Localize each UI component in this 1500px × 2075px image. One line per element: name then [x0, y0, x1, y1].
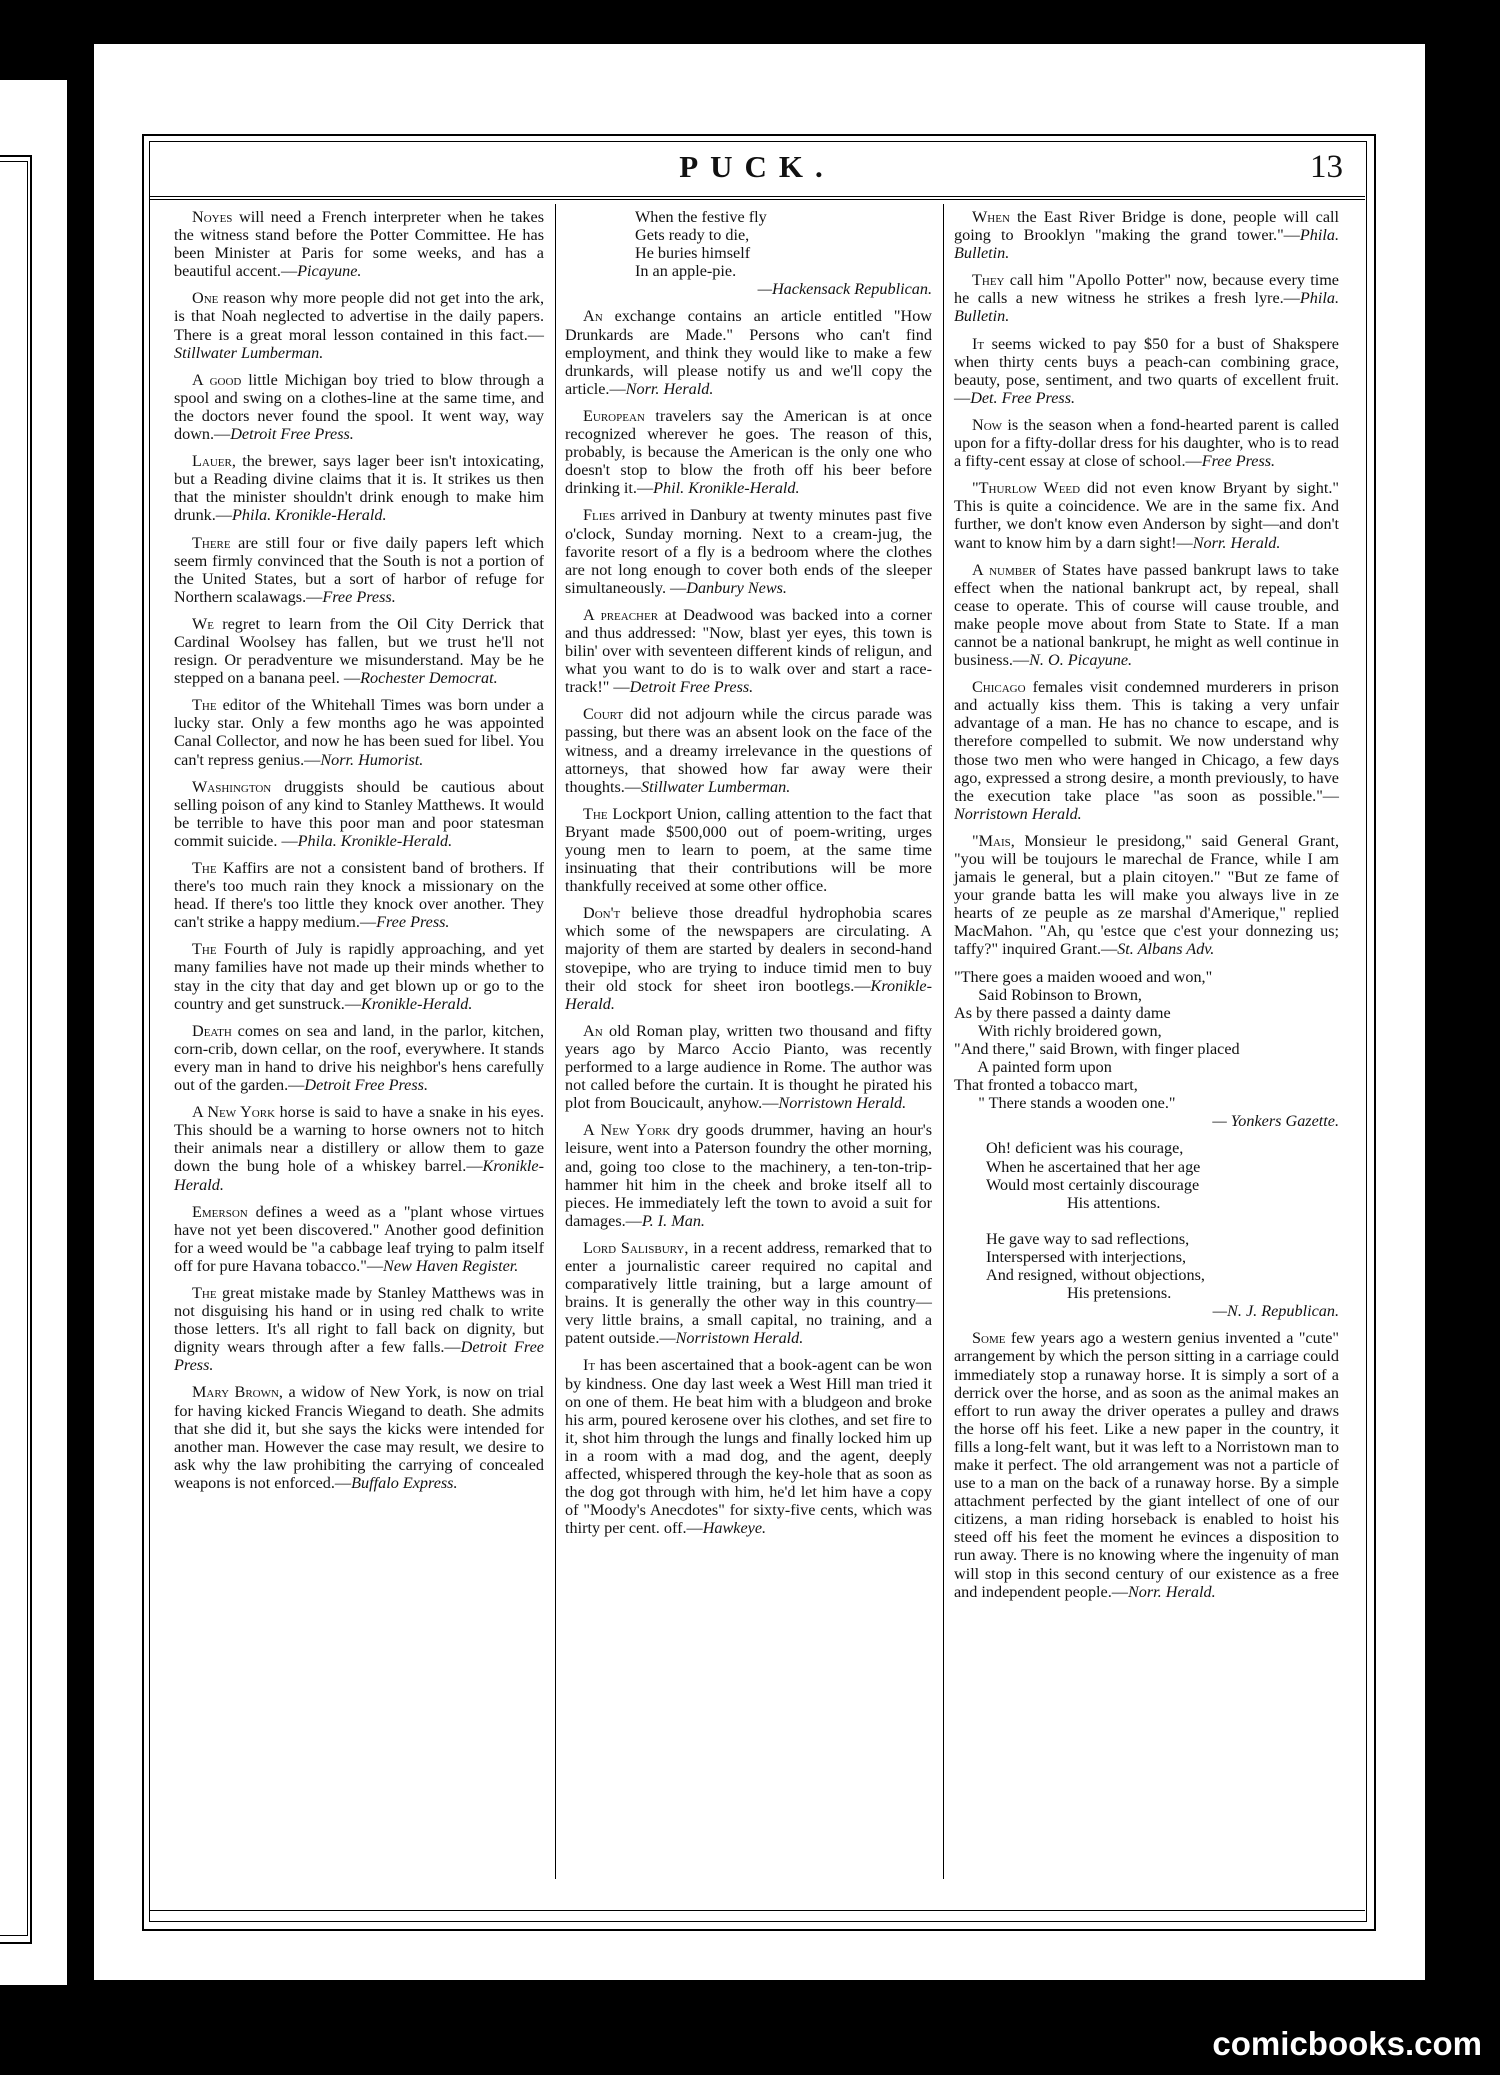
item-text: exchange contains an article entitled "How Drunkards are Made." Persons who can't find employment, and think they would like to make a few drunkards, will please notify us and we'll copy the article.— — [565, 307, 932, 398]
column-2 — [565, 208, 932, 1546]
item-source: Phil. Kronikle-Herald. — [653, 479, 800, 498]
item-text: reason why more people did not get into the ark, is that Noah neglected to advertise in the daily papers. There is a great moral lesson contained in this fact.— — [174, 289, 544, 344]
item-source: Det. Free Press. — [970, 388, 1076, 407]
news-item — [565, 506, 932, 596]
item-source: Norr. Herald. — [625, 379, 714, 398]
news-item — [954, 678, 1339, 823]
item-source: Phila. Bulletin. — [954, 289, 1339, 326]
item-source: Stillwater Lumberman. — [641, 777, 791, 796]
item-text: believe those dreadful hydrophobia scares which some of the newspapers are circulating. A majority of them are started by dealers in second-hand stovepipe, who are trying to induce timid men to buy their old stock for sheet iron bootlegs.— — [565, 904, 932, 995]
item-lead-words: Death — [192, 1021, 232, 1040]
item-lead-words: Chicago — [972, 678, 1026, 697]
item-source: Detroit Free Press. — [174, 1338, 544, 1375]
item-text: of States have passed bankrupt laws to take effect when the national bankrupt act, by repeal, shall cease to operate. This of course will cause trouble, and make people move about from State to State. If a man cannot be a national bankrupt, he might as well continue in business.— — [954, 560, 1339, 670]
verse-line: Interspersed with interjections, — [986, 1247, 1187, 1266]
item-source: Picayune. — [297, 262, 362, 281]
item-lead-words: Emerson — [192, 1202, 248, 1221]
item-text: Monsieur le presidong," said General Grant, "you will be toujours le marechal de France, while I am jamais le general, but a plain citoyen." "But ze fame of your grande batta les will make you always live in ze hearts of ze peuple as ze marshal d'Amerique," replied MacMahon. "Ah, qu 'estce que c'est your donnezing us; taffy?" inquired Grant.— — [954, 831, 1339, 959]
adjacent-page-inner-border — [0, 161, 28, 1936]
verse-line: He gave way to sad reflections, — [986, 1229, 1190, 1248]
verse-source: —N. J. Republican. — [1212, 1302, 1339, 1321]
page-number: 13 — [1310, 149, 1343, 185]
verse-line — [986, 1212, 1339, 1230]
news-item — [174, 778, 544, 850]
item-lead-words: A good — [192, 370, 242, 389]
verse-line: "There goes a maiden wooed and won," — [954, 967, 1213, 986]
item-text: comes on sea and land, in the parlor, kitchen, corn-crib, down cellar, on the roof, everywhere. It stands every man in hand to drive his neighbor's hens carefully out of the garden.— — [174, 1021, 544, 1095]
verse-line: Gets ready to die, — [635, 226, 750, 245]
column-divider-2 — [943, 204, 944, 1879]
item-source: Buffalo Express. — [351, 1473, 458, 1492]
verse — [954, 1139, 1339, 1320]
verse-line: And resigned, without objections, — [986, 1266, 1205, 1285]
masthead-title: PUCK. — [679, 149, 835, 184]
item-text: great mistake made by Stanley Matthews was in not disguising his hand or in using red chalk to write those letters. It's all right to fall back on dignity, but dignity wears through after a few falls.— — [174, 1283, 544, 1357]
verse-line: When he ascertained that her age — [986, 1157, 1201, 1176]
item-source: Hawkeye. — [702, 1519, 767, 1538]
item-lead-words: "Mais, — [972, 831, 1015, 850]
item-lead-words: European — [583, 406, 645, 425]
item-text: the East River Bridge is done, people will call going to Brooklyn "making the grand tower."— — [954, 208, 1339, 245]
item-source: Norr. Humorist. — [320, 750, 424, 769]
news-item — [565, 307, 932, 397]
news-item — [565, 407, 932, 497]
verse-line: A painted form upon — [954, 1058, 1112, 1077]
news-item — [174, 1103, 544, 1193]
item-lead-words: An — [583, 1021, 603, 1040]
news-item — [565, 1121, 932, 1230]
verse-line: His pretensions. — [986, 1284, 1172, 1303]
item-text: has been ascertained that a book-agent can be won by kindness. One day last week a West Hill man tried it on one of them. He beat him with a bludgeon and broke his arm, poured kerosene over his clothes, and set fire to it, shot him through the lungs and finally locked him up in a room with a mad dog, and the agent, deeply affected, whispered through the key-hole that as soon as the dog got through with him, he'd let him have a copy of "Moody's Anecdotes" for sixty-five cents, which was thirty per cent. off.— — [565, 1356, 932, 1538]
verse — [565, 208, 932, 298]
item-lead-words: A New York — [583, 1121, 671, 1140]
masthead-rule — [149, 196, 1365, 197]
verse-line: In an apple-pie. — [635, 262, 737, 281]
item-lead-words: Now — [972, 415, 1003, 434]
item-text: horse is said to have a snake in his eyes. This should be a warning to horse owners not to hitch their animals near a distillery or allow them to gaze down the bung hole of a whiskey barrel.— — [174, 1103, 544, 1176]
news-item — [174, 1383, 544, 1492]
item-lead-words: Washington — [192, 777, 272, 796]
item-text: Lockport Union, calling attention to the fact that Bryant made $500,000 out of poem-writing, urges young men to learn to poem, at the same time insinuating that their contributions will be more thankfully received at some other office. — [565, 804, 932, 896]
item-lead-words: Don't — [583, 904, 621, 923]
verse-line: With richly broidered gown, — [954, 1021, 1162, 1040]
item-text: a widow of New York, is now on trial for having kicked Francis Wiegand to death. She admits that she did it, but she says the kicks were intended for another man. However the case may result, we desire to ask why the law prohibiting the carrying of concealed weapons is not enforced.— — [174, 1383, 544, 1492]
item-text: did not adjourn while the circus parade was passing, but there was an absent look on the face of the witness, and a dreamy irrelevance in the questions of attorneys, that showed how far away were their thoughts.— — [565, 705, 932, 796]
item-lead-words: There — [192, 533, 231, 552]
news-item — [954, 335, 1339, 407]
item-lead-words: The — [192, 859, 217, 877]
news-item — [954, 832, 1339, 959]
item-text: Kaffirs are not a consistent band of brothers. If there's too much rain they knock a missionary on the head. If there's too little they knock over another. They can't strike a happy medium.— — [174, 859, 544, 932]
item-text: old Roman play, written two thousand and fifty years ago by Marco Accio Pianto, was recently performed to a large audience in Rome. The author was not called before the curtain. It is thought he pirated his plot from Boucicault, anyhow.— — [565, 1021, 932, 1113]
item-source: Kronikle-Herald. — [174, 1157, 544, 1194]
news-item — [174, 940, 544, 1012]
verse-source: — Yonkers Gazette. — [1212, 1112, 1339, 1131]
news-item — [174, 534, 544, 606]
item-source: N. O. Picayune. — [1029, 651, 1133, 670]
news-item — [565, 1239, 932, 1348]
item-text: is the season when a fond-hearted parent is called upon for a fifty-dollar dress for his daughter, who is to read a fifty-cent essay at close of school.— — [954, 415, 1339, 471]
news-item — [565, 705, 932, 795]
item-lead-words: The — [583, 804, 608, 823]
item-text: in a recent address, remarked that to enter a journalistic career required no capital and comparatively little training, but a large amount of brains. It is generally the other way in this country—very little brains, a small capital, no training, and a patent outside.— — [565, 1238, 933, 1348]
item-lead-words: Some — [972, 1329, 1006, 1348]
item-source: Stillwater Lumberman. — [174, 343, 324, 362]
news-item — [954, 208, 1339, 262]
item-lead-words: A New York — [192, 1103, 276, 1122]
news-item — [954, 561, 1339, 670]
news-item — [174, 208, 544, 280]
item-text: will need a French interpreter when he takes the witness stand before the Potter Committee. He has been Minister at Paris for some weeks, and has a beautiful accent.— — [174, 208, 544, 281]
verse-line: That fronted a tobacco mart, — [954, 1076, 1138, 1095]
item-lead-words: Lauer, — [192, 452, 236, 471]
news-item — [954, 416, 1339, 470]
item-lead-words: One — [192, 289, 219, 308]
bottom-rule — [149, 1910, 1365, 1911]
item-text: regret to learn from the Oil City Derrick that Cardinal Woolsey has fallen, but we trust he'll not resign. Or peradventure we misunderstand. May be he stepped on a banana peel. — — [174, 614, 544, 688]
item-source: Norr. Herald. — [1127, 1582, 1216, 1601]
news-item — [174, 696, 544, 768]
item-source: New Haven Register. — [383, 1256, 519, 1275]
news-item — [954, 1329, 1339, 1600]
item-lead-words: The — [192, 696, 217, 715]
verse-line: " There stands a wooden one." — [954, 1094, 1176, 1113]
item-source: Detroit Free Press. — [304, 1076, 429, 1095]
verse — [954, 968, 1339, 1131]
verse-line: When the festive fly — [635, 208, 767, 226]
item-lead-words: It — [972, 334, 985, 353]
item-lead-words: An — [583, 307, 603, 326]
item-source: St. Albans Adv. — [1117, 940, 1215, 959]
item-lead-words: "Thurlow Weed — [972, 479, 1081, 498]
item-source: Phila. Kronikle-Herald. — [297, 831, 453, 850]
item-text: few years ago a western genius invented a "cute" arrangement by which the person sitting in a carriage could immediately stop a runaway horse. It is simply a sort of a derrick over the horse, and as soon as the animal makes an effort to run away the driver operates a pulley and draws the horse off his feet. Like a new paper in the country, it fills a long-felt want, but it was left to a Norristown man to make it perfect. The old arrangement was not a particle of use to a man on the back of a runaway horse. By a simple attachment perfected by the giant intellect of one of our citizens, a man riding horseback is enabled to hoist his steed off his feet the moment he evinces a disposition to run away. There is no knowing where the ingenuity of man will stop in this second century of our existence as a free and independent people.— — [954, 1329, 1339, 1601]
item-lead-words: It — [583, 1356, 596, 1375]
column-1 — [174, 208, 544, 1501]
item-text: females visit condemned murderers in prison and actually kiss them. This is taking a very unfair advantage of a man. He has no chance to escape, and is therefore compelled to submit. We now understand why those two men who were hanged in Chicago, a few days ago, expressed a strong desire, a month previously, to have the execution take place "as soon as possible."— — [954, 678, 1339, 805]
item-source: Kronikle-Herald. — [565, 976, 932, 1013]
item-source: Norristown Herald. — [675, 1329, 804, 1348]
item-source: Norristown Herald. — [778, 1094, 907, 1113]
news-item — [174, 371, 544, 443]
item-lead-words: Flies — [583, 506, 616, 525]
masthead-rule-double — [149, 199, 1365, 200]
item-lead-words: When — [972, 208, 1010, 226]
verse-line: "And there," said Brown, with finger placed — [954, 1039, 1240, 1058]
news-item — [565, 1356, 932, 1537]
verse-source: —Hackensack Republican. — [757, 280, 932, 299]
news-item — [174, 1284, 544, 1374]
news-item — [565, 606, 932, 696]
item-text: little Michigan boy tried to blow through a spool and swing on a clothes-line at the same time, and the doctors never found the spool. It went way, way down.— — [174, 370, 544, 444]
item-lead-words: The — [192, 1283, 217, 1302]
item-text: arrived in Danbury at twenty minutes past five o'clock, Sunday morning. Next to a cream-jug, the favorite resort of a fly is a bedroom where the clothes are not long enough to cover both ends of the sleeper simultaneously. — — [565, 506, 932, 597]
news-item — [565, 1022, 932, 1112]
verse-line: Oh! deficient was his courage, — [986, 1139, 1184, 1158]
adjacent-page-edge — [0, 80, 67, 1985]
news-item — [174, 1203, 544, 1275]
item-lead-words: A number — [972, 560, 1037, 579]
item-lead-words: Noyes — [192, 208, 233, 226]
item-source: Free Press. — [322, 587, 396, 606]
verse-line: As by there passed a dainty dame — [954, 1003, 1171, 1022]
item-lead-words: The — [192, 940, 217, 959]
news-item — [565, 805, 932, 895]
item-text: travelers say the American is at once recognized wherever he goes. The reason of this, probably, is because the American is the only one who doesn't stop to blow the froth off his beer before drinking it.— — [565, 406, 932, 498]
item-source: Free Press. — [376, 913, 450, 932]
item-source: Danbury News. — [686, 578, 787, 597]
item-lead-words: A preacher — [583, 605, 659, 624]
verse-line: Said Robinson to Brown, — [954, 985, 1142, 1004]
item-lead-words: They — [972, 271, 1005, 290]
verse-line: His attentions. — [986, 1193, 1161, 1212]
item-text: the brewer, says lager beer isn't intoxicating, but a Reading divine claims that it is. It strikes us then that the minister shouldn't drink enough to make him drunk.— — [174, 452, 544, 525]
item-text: are still four or five daily papers left which seem firmly convinced that the South is not a portion of the United States, but a sort of harbor of refuge for Northern scalawags.— — [174, 533, 544, 606]
news-item — [954, 271, 1339, 325]
news-item — [954, 479, 1339, 551]
item-text: editor of the Whitehall Times was born under a lucky star. Only a few months ago he was appointed Canal Collector, and now he has been sued for libel. You can't repress genius.— — [174, 696, 544, 769]
item-source: Phila. Bulletin. — [954, 226, 1339, 263]
news-item — [565, 904, 932, 1013]
column-3 — [954, 208, 1339, 1610]
item-source: Rochester Democrat. — [360, 669, 498, 688]
item-text: Fourth of July is rapidly approaching, and yet many families have not made up their minds whether to stay in the city that day and get blown up or go to the country and get sunstruck.— — [174, 940, 544, 1013]
column-divider-1 — [555, 204, 556, 1879]
masthead — [149, 144, 1365, 192]
verse-line: Would most certainly discourage — [986, 1175, 1200, 1194]
item-source: Detroit Free Press. — [629, 678, 754, 697]
item-text: seems wicked to pay $50 for a bust of Shakspere when thirty cents buys a peach-can combining grace, beauty, pose, sentiment, and two quarts of excellent fruit.— — [954, 334, 1339, 407]
item-text: did not even know Bryant by sight." This is quite a coincidence. We are in the same fix. And further, we don't know even Anderson by sight—and don't want to know him by a darn sight!— — [954, 479, 1340, 552]
verse-line: He buries himself — [635, 244, 751, 263]
item-lead-words: Mary Brown, — [192, 1383, 283, 1402]
item-text: druggists should be cautious about selling poison of any kind to Stanley Matthews. It would be terrible to have this poor man and poor statesman commit suicide. — — [174, 777, 544, 850]
news-item — [174, 452, 544, 524]
news-item — [174, 859, 544, 931]
item-source: Kronikle-Herald. — [361, 994, 473, 1013]
item-lead-words: Lord Salisbury, — [583, 1238, 689, 1257]
news-item — [174, 615, 544, 687]
item-source: Free Press. — [1201, 452, 1276, 471]
news-item — [174, 289, 544, 361]
item-source: Detroit Free Press. — [230, 425, 354, 444]
news-item — [174, 1022, 544, 1094]
item-text: defines a weed as a "plant whose virtues have not yet been discovered." Another good definition for a weed would be "a cabbage leaf trying to palm itself off for pure Havana tobacco."— — [174, 1202, 544, 1275]
item-source: Phila. Kronikle-Herald. — [232, 506, 387, 525]
item-lead-words: We — [192, 614, 214, 633]
item-source: Norr. Herald. — [1192, 533, 1281, 552]
item-source: P. I. Man. — [641, 1211, 705, 1230]
watermark: comicbooks.com — [1212, 2025, 1482, 2062]
item-text: dry goods drummer, having an hour's leisure, went into a Paterson foundry the other morning, and, going too close to the machinery, a ten-ton-trip-hammer hit him in the cheek and broke itself all to pieces. He immediately left the town to avoid a suit for damages.— — [565, 1121, 932, 1230]
item-source: Norristown Herald. — [954, 804, 1082, 823]
item-text: call him "Apollo Potter" now, because every time he calls a new witness he strikes a fresh lyre.— — [954, 271, 1339, 308]
item-text: at Deadwood was backed into a corner and thus addressed: "Now, blast yer eyes, this town is bilin' over with seventeen different kinds of religun, and what you want to do is to walk over and start a race-track!" — — [565, 605, 932, 697]
item-lead-words: Court — [583, 705, 624, 724]
